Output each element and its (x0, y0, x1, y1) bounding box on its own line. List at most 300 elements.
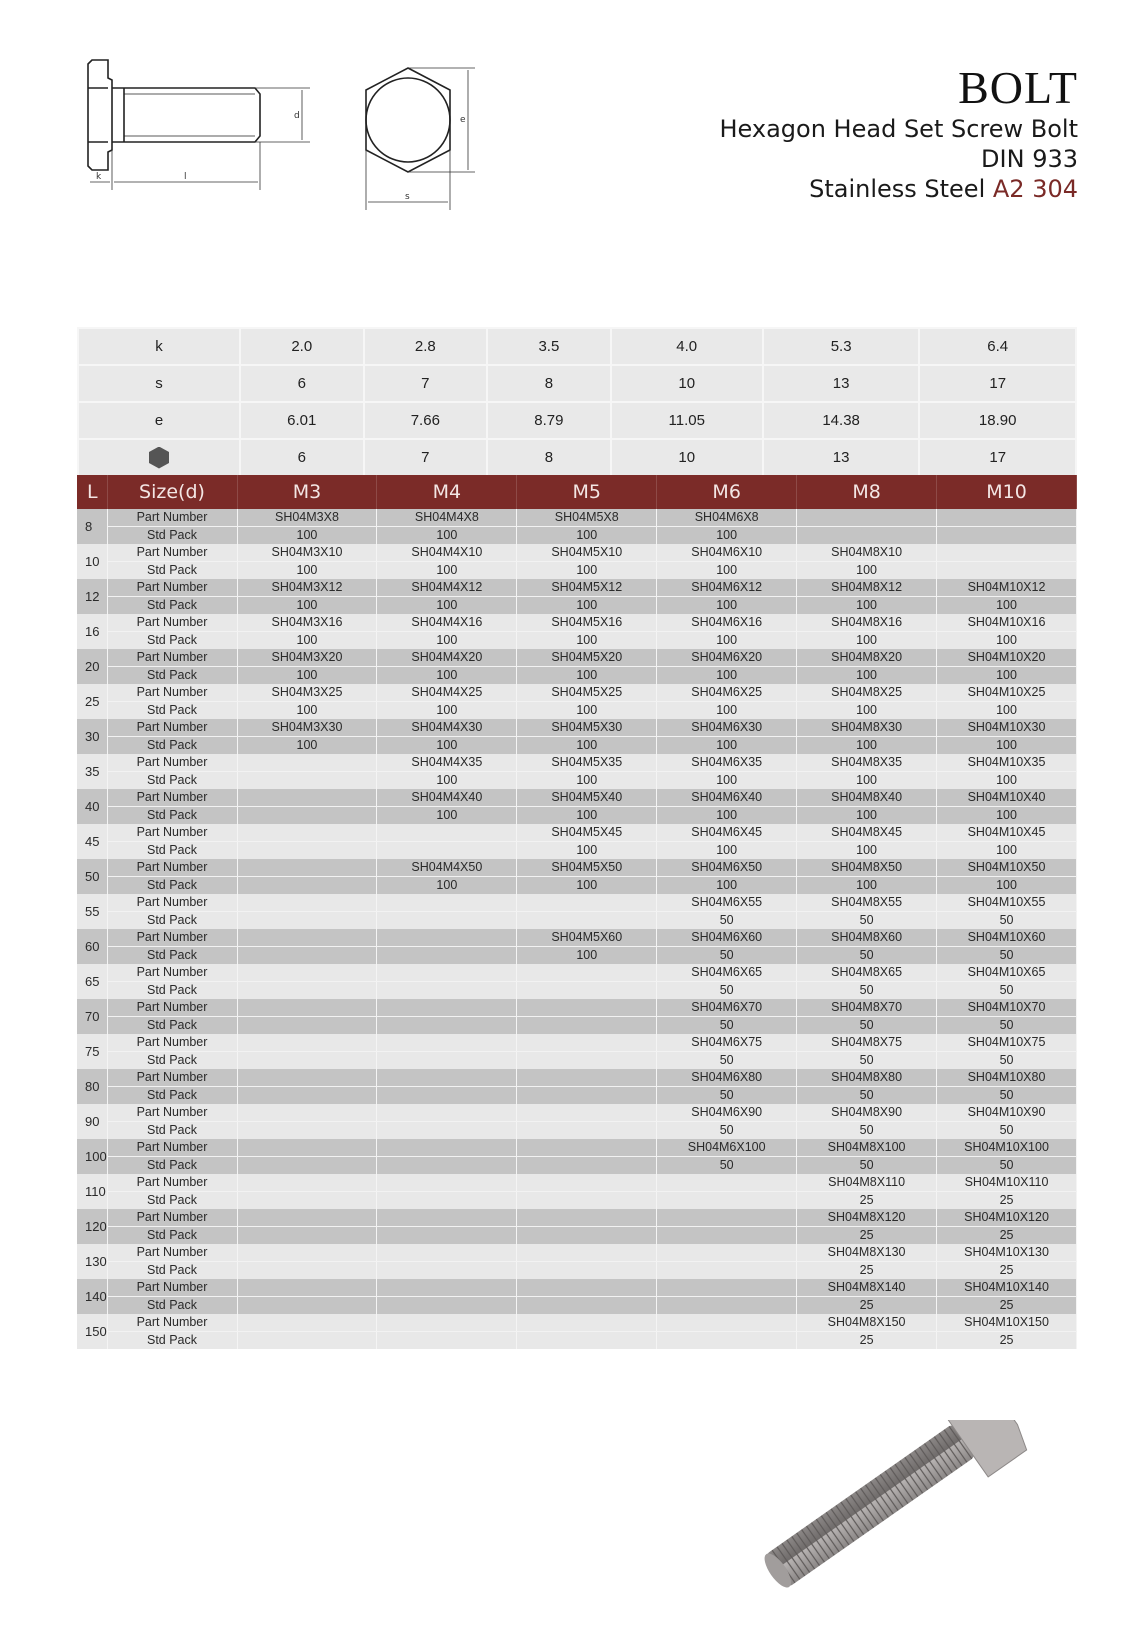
std-pack-label: Std Pack (107, 562, 237, 580)
length-cell: 80 (77, 1069, 107, 1104)
std-pack-cell (377, 1332, 517, 1350)
part-number-cell (517, 1244, 657, 1262)
part-number-cell (237, 929, 377, 947)
std-pack-cell: 50 (797, 947, 937, 965)
std-pack-cell (657, 1332, 797, 1350)
std-pack-cell: 100 (517, 632, 657, 650)
length-cell: 65 (77, 964, 107, 999)
part-number-cell (377, 1174, 517, 1192)
std-pack-cell: 100 (377, 737, 517, 755)
std-pack-cell (517, 1332, 657, 1350)
table-row-std-pack (77, 702, 1077, 720)
part-number-label: Part Number (107, 894, 237, 912)
part-number-cell (657, 1244, 797, 1262)
part-number-cell: SH04M8X100 (797, 1139, 937, 1157)
std-pack-cell: 25 (797, 1297, 937, 1315)
std-pack-cell: 100 (797, 632, 937, 650)
part-number-cell: SH04M10X120 (937, 1209, 1077, 1227)
part-number-cell: SH04M5X10 (517, 544, 657, 562)
std-pack-cell (517, 1052, 657, 1070)
part-number-label: Part Number (107, 754, 237, 772)
std-pack-cell: 50 (657, 982, 797, 1000)
part-number-cell: SH04M3X16 (237, 614, 377, 632)
table-row-std-pack (77, 1157, 1077, 1175)
std-pack-cell: 50 (797, 1017, 937, 1035)
dim-label-e: e (460, 115, 466, 125)
part-number-cell: SH04M8X30 (797, 719, 937, 737)
length-cell: 35 (77, 754, 107, 789)
std-pack-cell (237, 1087, 377, 1105)
length-cell: 55 (77, 894, 107, 929)
part-number-cell: SH04M8X130 (797, 1244, 937, 1262)
table-row-std-pack (77, 947, 1077, 965)
part-number-cell: SH04M3X25 (237, 684, 377, 702)
part-number-cell (237, 1139, 377, 1157)
part-number-cell: SH04M10X75 (937, 1034, 1077, 1052)
table-row-part-number (77, 719, 1077, 737)
std-pack-cell: 100 (517, 807, 657, 825)
std-pack-cell (237, 1262, 377, 1280)
std-pack-cell: 100 (377, 877, 517, 895)
std-pack-label: Std Pack (107, 737, 237, 755)
dimension-value: 8 (487, 365, 611, 402)
part-number-cell: SH04M8X150 (797, 1314, 937, 1332)
header-size-col: M10 (937, 475, 1077, 509)
table-row-part-number (77, 509, 1077, 527)
table-row-std-pack (77, 1332, 1077, 1350)
std-pack-cell (517, 982, 657, 1000)
std-pack-cell: 100 (237, 597, 377, 615)
std-pack-cell: 100 (657, 807, 797, 825)
std-pack-cell: 100 (657, 667, 797, 685)
part-number-cell (517, 1034, 657, 1052)
std-pack-cell: 100 (377, 562, 517, 580)
std-pack-cell: 100 (377, 772, 517, 790)
part-number-cell (517, 1314, 657, 1332)
part-number-cell: SH04M4X30 (377, 719, 517, 737)
part-number-cell (377, 1139, 517, 1157)
part-number-cell: SH04M10X100 (937, 1139, 1077, 1157)
std-pack-cell (237, 947, 377, 965)
title-block (720, 62, 1079, 204)
part-number-cell: SH04M10X110 (937, 1174, 1077, 1192)
part-number-cell: SH04M4X35 (377, 754, 517, 772)
part-number-cell (237, 964, 377, 982)
std-pack-cell: 100 (237, 737, 377, 755)
std-pack-cell: 25 (937, 1332, 1077, 1350)
product-subtitle: Hexagon Head Set Screw Bolt (719, 115, 1078, 143)
table-row-std-pack (77, 1052, 1077, 1070)
dim-label-d: d (294, 111, 300, 121)
std-pack-cell: 50 (937, 1087, 1077, 1105)
dimension-value: 13 (763, 365, 920, 402)
part-number-cell (377, 999, 517, 1017)
part-number-cell (657, 1314, 797, 1332)
std-pack-label: Std Pack (107, 772, 237, 790)
part-number-label: Part Number (107, 1104, 237, 1122)
part-number-cell: SH04M6X55 (657, 894, 797, 912)
std-pack-cell (377, 947, 517, 965)
std-pack-label: Std Pack (107, 1017, 237, 1035)
length-cell: 40 (77, 789, 107, 824)
std-pack-cell (237, 1192, 377, 1210)
part-number-cell: SH04M8X45 (797, 824, 937, 842)
std-pack-cell (657, 1227, 797, 1245)
part-number-cell: SH04M10X16 (937, 614, 1077, 632)
bolt-head-side (88, 60, 112, 170)
part-number-label: Part Number (107, 1139, 237, 1157)
table-row-std-pack (77, 597, 1077, 615)
standard-label: DIN 933 (981, 145, 1078, 173)
table-row-part-number (77, 789, 1077, 807)
std-pack-cell (657, 1192, 797, 1210)
part-number-cell: SH04M4X20 (377, 649, 517, 667)
table-row-part-number (77, 859, 1077, 877)
material-label (720, 174, 1079, 204)
part-number-label: Part Number (107, 614, 237, 632)
std-pack-cell: 100 (937, 702, 1077, 720)
part-number-cell: SH04M6X90 (657, 1104, 797, 1122)
std-pack-cell: 50 (657, 1017, 797, 1035)
std-pack-cell (517, 1227, 657, 1245)
std-pack-cell (377, 982, 517, 1000)
std-pack-cell: 50 (797, 1087, 937, 1105)
header-size-col: M6 (657, 475, 797, 509)
part-number-cell: SH04M8X10 (797, 544, 937, 562)
std-pack-cell: 100 (657, 877, 797, 895)
part-number-cell: SH04M10X70 (937, 999, 1077, 1017)
std-pack-cell: 50 (657, 1157, 797, 1175)
dim-label-k: k (96, 172, 102, 182)
table-row-part-number (77, 1139, 1077, 1157)
std-pack-cell: 100 (657, 737, 797, 755)
std-pack-cell: 100 (517, 562, 657, 580)
std-pack-cell (237, 1332, 377, 1350)
length-cell: 110 (77, 1174, 107, 1209)
dimension-row (78, 365, 1076, 402)
std-pack-cell (937, 562, 1077, 580)
std-pack-cell (237, 1157, 377, 1175)
bolt-head-end-view (366, 68, 450, 172)
part-number-cell (937, 544, 1077, 562)
std-pack-label: Std Pack (107, 807, 237, 825)
part-number-label: Part Number (107, 999, 237, 1017)
length-cell: 70 (77, 999, 107, 1034)
dimension-value: 5.3 (763, 328, 920, 365)
page-title: BOLT (958, 62, 1078, 113)
part-number-label: Part Number (107, 649, 237, 667)
part-number-cell: SH04M10X150 (937, 1314, 1077, 1332)
length-cell: 75 (77, 1034, 107, 1069)
header-size-col: M3 (237, 475, 377, 509)
std-pack-cell: 50 (937, 1122, 1077, 1140)
part-number-cell (237, 1244, 377, 1262)
part-number-cell: SH04M4X10 (377, 544, 517, 562)
std-pack-cell (377, 1017, 517, 1035)
std-pack-cell: 50 (657, 947, 797, 965)
table-row-std-pack (77, 1227, 1077, 1245)
dimension-value: 3.5 (487, 328, 611, 365)
table-row-part-number (77, 1174, 1077, 1192)
std-pack-label: Std Pack (107, 702, 237, 720)
part-number-cell: SH04M8X20 (797, 649, 937, 667)
std-pack-cell: 100 (797, 772, 937, 790)
std-pack-cell (377, 1297, 517, 1315)
table-row-part-number (77, 1104, 1077, 1122)
std-pack-cell: 100 (237, 562, 377, 580)
bolt-shank-side (112, 88, 260, 142)
std-pack-cell: 50 (797, 1122, 937, 1140)
part-number-cell (377, 1034, 517, 1052)
part-number-label: Part Number (107, 824, 237, 842)
part-number-cell: SH04M6X12 (657, 579, 797, 597)
part-number-cell: SH04M10X50 (937, 859, 1077, 877)
part-number-cell: SH04M10X30 (937, 719, 1077, 737)
std-pack-cell: 100 (237, 527, 377, 545)
std-pack-cell: 100 (797, 807, 937, 825)
part-number-cell (237, 1034, 377, 1052)
std-pack-cell: 100 (657, 842, 797, 860)
std-pack-cell: 100 (377, 597, 517, 615)
std-pack-cell (237, 1227, 377, 1245)
table-row-part-number (77, 754, 1077, 772)
std-pack-cell: 50 (657, 912, 797, 930)
part-number-cell: SH04M8X90 (797, 1104, 937, 1122)
part-number-cell: SH04M6X10 (657, 544, 797, 562)
part-number-cell: SH04M8X50 (797, 859, 937, 877)
std-pack-cell: 100 (937, 667, 1077, 685)
part-number-label: Part Number (107, 1069, 237, 1087)
part-number-cell (237, 1279, 377, 1297)
part-number-cell: SH04M5X60 (517, 929, 657, 947)
std-pack-cell: 100 (237, 702, 377, 720)
std-pack-cell (377, 1052, 517, 1070)
dimension-value: 17 (919, 365, 1076, 402)
bolt-technical-drawing (80, 50, 560, 230)
dimension-value: 6 (240, 365, 364, 402)
std-pack-label: Std Pack (107, 1297, 237, 1315)
part-number-table (77, 475, 1077, 1349)
std-pack-cell: 100 (937, 842, 1077, 860)
dimension-value: 2.0 (240, 328, 364, 365)
std-pack-cell: 50 (937, 1157, 1077, 1175)
part-number-cell (377, 894, 517, 912)
part-number-cell: SH04M6X75 (657, 1034, 797, 1052)
header-size-col: M5 (517, 475, 657, 509)
part-number-cell: SH04M8X120 (797, 1209, 937, 1227)
std-pack-cell: 50 (657, 1052, 797, 1070)
part-number-cell: SH04M10X60 (937, 929, 1077, 947)
std-pack-cell: 100 (797, 597, 937, 615)
header-size-col: M8 (797, 475, 937, 509)
table-row-std-pack (77, 772, 1077, 790)
table-row-std-pack (77, 1192, 1077, 1210)
part-number-cell (237, 1314, 377, 1332)
table-row-std-pack (77, 807, 1077, 825)
length-cell: 90 (77, 1104, 107, 1139)
part-number-cell: SH04M10X45 (937, 824, 1077, 842)
part-number-cell (517, 964, 657, 982)
part-number-label: Part Number (107, 1314, 237, 1332)
table-row-part-number (77, 614, 1077, 632)
part-number-cell: SH04M5X35 (517, 754, 657, 772)
std-pack-cell: 100 (517, 597, 657, 615)
std-pack-cell (377, 1157, 517, 1175)
std-pack-cell: 50 (937, 982, 1077, 1000)
part-number-label: Part Number (107, 964, 237, 982)
part-number-label: Part Number (107, 544, 237, 562)
std-pack-cell (377, 1192, 517, 1210)
dimension-value: 7 (364, 365, 488, 402)
std-pack-cell: 25 (937, 1262, 1077, 1280)
std-pack-cell: 100 (517, 702, 657, 720)
std-pack-label: Std Pack (107, 1157, 237, 1175)
table-row-part-number (77, 1279, 1077, 1297)
part-number-cell: SH04M6X20 (657, 649, 797, 667)
part-number-cell: SH04M8X80 (797, 1069, 937, 1087)
part-number-cell: SH04M4X40 (377, 789, 517, 807)
length-cell: 8 (77, 509, 107, 544)
std-pack-label: Std Pack (107, 877, 237, 895)
dimension-value: 17 (919, 439, 1076, 476)
part-number-cell (517, 894, 657, 912)
table-row-std-pack (77, 562, 1077, 580)
std-pack-cell: 25 (937, 1297, 1077, 1315)
part-number-cell (237, 859, 377, 877)
dimension-row (78, 402, 1076, 439)
part-number-cell (237, 824, 377, 842)
std-pack-cell: 50 (937, 912, 1077, 930)
std-pack-cell: 100 (797, 877, 937, 895)
table-row-std-pack (77, 1122, 1077, 1140)
std-pack-cell: 100 (797, 842, 937, 860)
part-number-label: Part Number (107, 509, 237, 527)
std-pack-cell: 100 (937, 807, 1077, 825)
std-pack-cell: 100 (937, 597, 1077, 615)
std-pack-cell (237, 772, 377, 790)
dimension-value: 4.0 (611, 328, 763, 365)
std-pack-cell (237, 877, 377, 895)
std-pack-label: Std Pack (107, 1332, 237, 1350)
table-row-part-number (77, 1069, 1077, 1087)
table-row-part-number (77, 579, 1077, 597)
length-cell: 10 (77, 544, 107, 579)
part-number-label: Part Number (107, 579, 237, 597)
std-pack-cell: 50 (797, 1157, 937, 1175)
part-number-cell: SH04M8X140 (797, 1279, 937, 1297)
std-pack-label: Std Pack (107, 1192, 237, 1210)
table-row-std-pack (77, 737, 1077, 755)
part-number-cell (377, 824, 517, 842)
part-number-cell: SH04M10X140 (937, 1279, 1077, 1297)
part-number-cell: SH04M5X20 (517, 649, 657, 667)
table-row-part-number (77, 1244, 1077, 1262)
std-pack-label: Std Pack (107, 1087, 237, 1105)
std-pack-cell (237, 982, 377, 1000)
std-pack-cell: 100 (377, 702, 517, 720)
hex-wrench-icon (149, 447, 169, 469)
table-row-part-number (77, 544, 1077, 562)
part-number-cell: SH04M8X70 (797, 999, 937, 1017)
part-number-cell: SH04M6X30 (657, 719, 797, 737)
dimension-label (78, 439, 240, 476)
length-cell: 20 (77, 649, 107, 684)
std-pack-cell: 50 (937, 1052, 1077, 1070)
dimension-value: 11.05 (611, 402, 763, 439)
part-number-cell: SH04M4X25 (377, 684, 517, 702)
part-number-cell: SH04M6X16 (657, 614, 797, 632)
header-length: L (77, 475, 107, 509)
std-pack-cell: 100 (237, 632, 377, 650)
part-number-cell (377, 964, 517, 982)
std-pack-cell: 100 (937, 737, 1077, 755)
table-row-part-number (77, 1034, 1077, 1052)
std-pack-cell (657, 1297, 797, 1315)
table-header-row (77, 475, 1077, 509)
part-number-cell: SH04M3X8 (237, 509, 377, 527)
std-pack-cell: 50 (797, 982, 937, 1000)
part-number-cell: SH04M6X8 (657, 509, 797, 527)
part-number-cell (377, 1209, 517, 1227)
length-cell: 25 (77, 684, 107, 719)
std-pack-cell (517, 1157, 657, 1175)
part-number-cell: SH04M10X65 (937, 964, 1077, 982)
std-pack-cell: 100 (797, 702, 937, 720)
part-number-cell (237, 1174, 377, 1192)
part-number-cell (377, 929, 517, 947)
std-pack-cell (237, 1122, 377, 1140)
part-number-cell: SH04M8X60 (797, 929, 937, 947)
part-number-cell: SH04M6X25 (657, 684, 797, 702)
part-number-cell (237, 754, 377, 772)
part-number-cell (517, 1209, 657, 1227)
part-number-cell: SH04M5X25 (517, 684, 657, 702)
part-number-cell: SH04M4X8 (377, 509, 517, 527)
dimension-value: 6.4 (919, 328, 1076, 365)
std-pack-cell (377, 1262, 517, 1280)
std-pack-cell: 50 (937, 947, 1077, 965)
part-number-cell: SH04M10X20 (937, 649, 1077, 667)
part-number-cell: SH04M6X70 (657, 999, 797, 1017)
part-number-cell: SH04M3X30 (237, 719, 377, 737)
std-pack-cell (517, 1297, 657, 1315)
std-pack-cell: 25 (797, 1227, 937, 1245)
std-pack-cell (237, 1017, 377, 1035)
table-row-part-number (77, 1314, 1077, 1332)
part-number-cell: SH04M10X25 (937, 684, 1077, 702)
part-number-cell (377, 1314, 517, 1332)
std-pack-cell (377, 1122, 517, 1140)
table-row-part-number (77, 929, 1077, 947)
dimension-label: k (78, 328, 240, 365)
std-pack-label: Std Pack (107, 632, 237, 650)
part-number-cell (517, 1104, 657, 1122)
part-number-cell (377, 1279, 517, 1297)
dimension-row (78, 439, 1076, 476)
std-pack-cell (237, 842, 377, 860)
std-pack-cell: 50 (657, 1087, 797, 1105)
part-number-cell (517, 1279, 657, 1297)
part-number-cell: SH04M8X16 (797, 614, 937, 632)
table-row-part-number (77, 684, 1077, 702)
photo-bolt-shank (765, 1423, 976, 1588)
std-pack-cell: 100 (797, 737, 937, 755)
length-cell: 100 (77, 1139, 107, 1174)
part-number-cell (797, 509, 937, 527)
part-number-cell: SH04M6X45 (657, 824, 797, 842)
dimension-row (78, 328, 1076, 365)
part-number-cell (377, 1104, 517, 1122)
